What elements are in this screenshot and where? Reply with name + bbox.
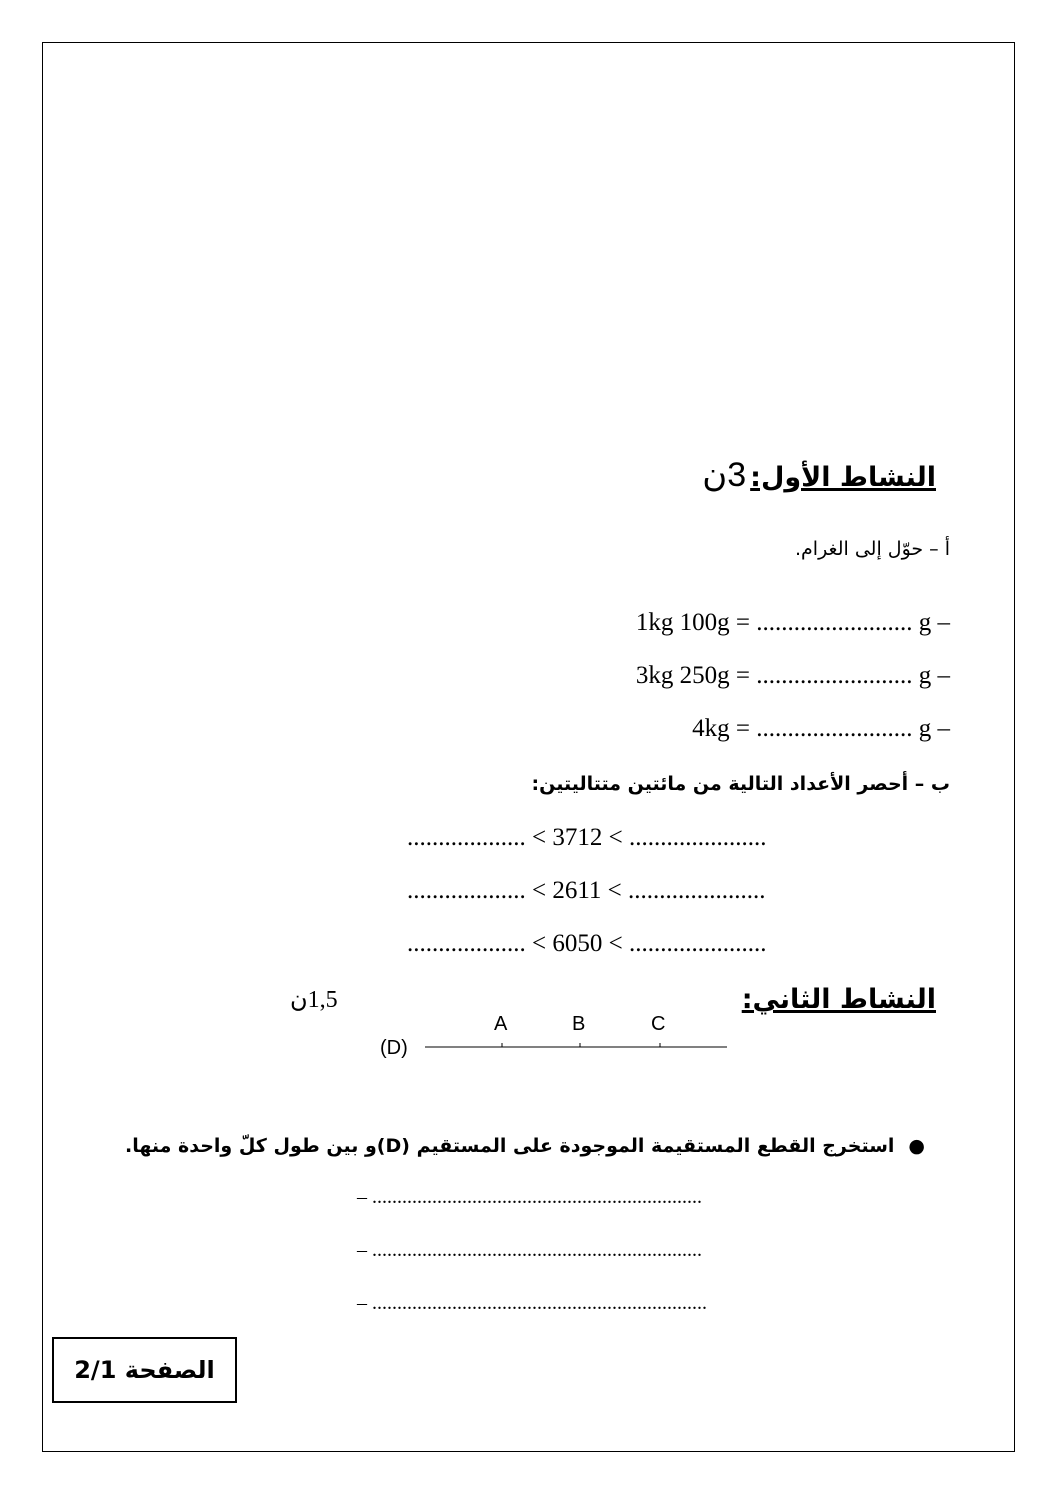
activity2-title: النشاط الثاني: bbox=[741, 984, 936, 1015]
bounding-item: ................... < 2611 < ...................... bbox=[407, 877, 766, 904]
conversion-item: 3kg 250g = ......................... g – bbox=[635, 662, 950, 689]
point-a-label: A bbox=[494, 1013, 508, 1035]
bounding-item: ................... < 6050 < ...................... bbox=[407, 930, 767, 957]
conversion-item: 4kg = ......................... g – bbox=[692, 715, 950, 742]
activity1-title: النشاط الأول: bbox=[750, 462, 936, 493]
answer-line: – ................................................................... bbox=[357, 1292, 707, 1314]
part-a-instruction: أ – حوّل إلى الغرام. bbox=[794, 538, 950, 560]
page-number-box: الصفحة 2/1 bbox=[52, 1337, 237, 1403]
activity1-heading bbox=[702, 455, 936, 495]
part-b-instruction: ب – أحصر الأعداد التالية من مائتين متتاليتين: bbox=[531, 773, 950, 795]
bounding-item: ................... < 3712 < ...................... bbox=[407, 824, 767, 851]
instruction-text: استخرج القطع المستقيمة الموجودة على المستقيم (D)و بين طول كلّ واحدة منها. bbox=[125, 1135, 895, 1157]
answer-line: – .................................................................. bbox=[357, 1186, 702, 1208]
conversion-item: 1kg 100g = ......................... g – bbox=[635, 609, 950, 636]
point-b-label: B bbox=[572, 1013, 586, 1035]
line-diagram bbox=[370, 1005, 740, 1065]
line-label: (D) bbox=[380, 1037, 408, 1059]
bullet-icon: ● bbox=[908, 1135, 925, 1157]
point-c-label: C bbox=[651, 1013, 666, 1035]
answer-line: – .................................................................. bbox=[357, 1239, 702, 1261]
activity1-points: 3ن bbox=[702, 456, 747, 494]
activity2-instruction bbox=[125, 1135, 925, 1157]
activity2-points: 1,5ن bbox=[290, 987, 338, 1013]
